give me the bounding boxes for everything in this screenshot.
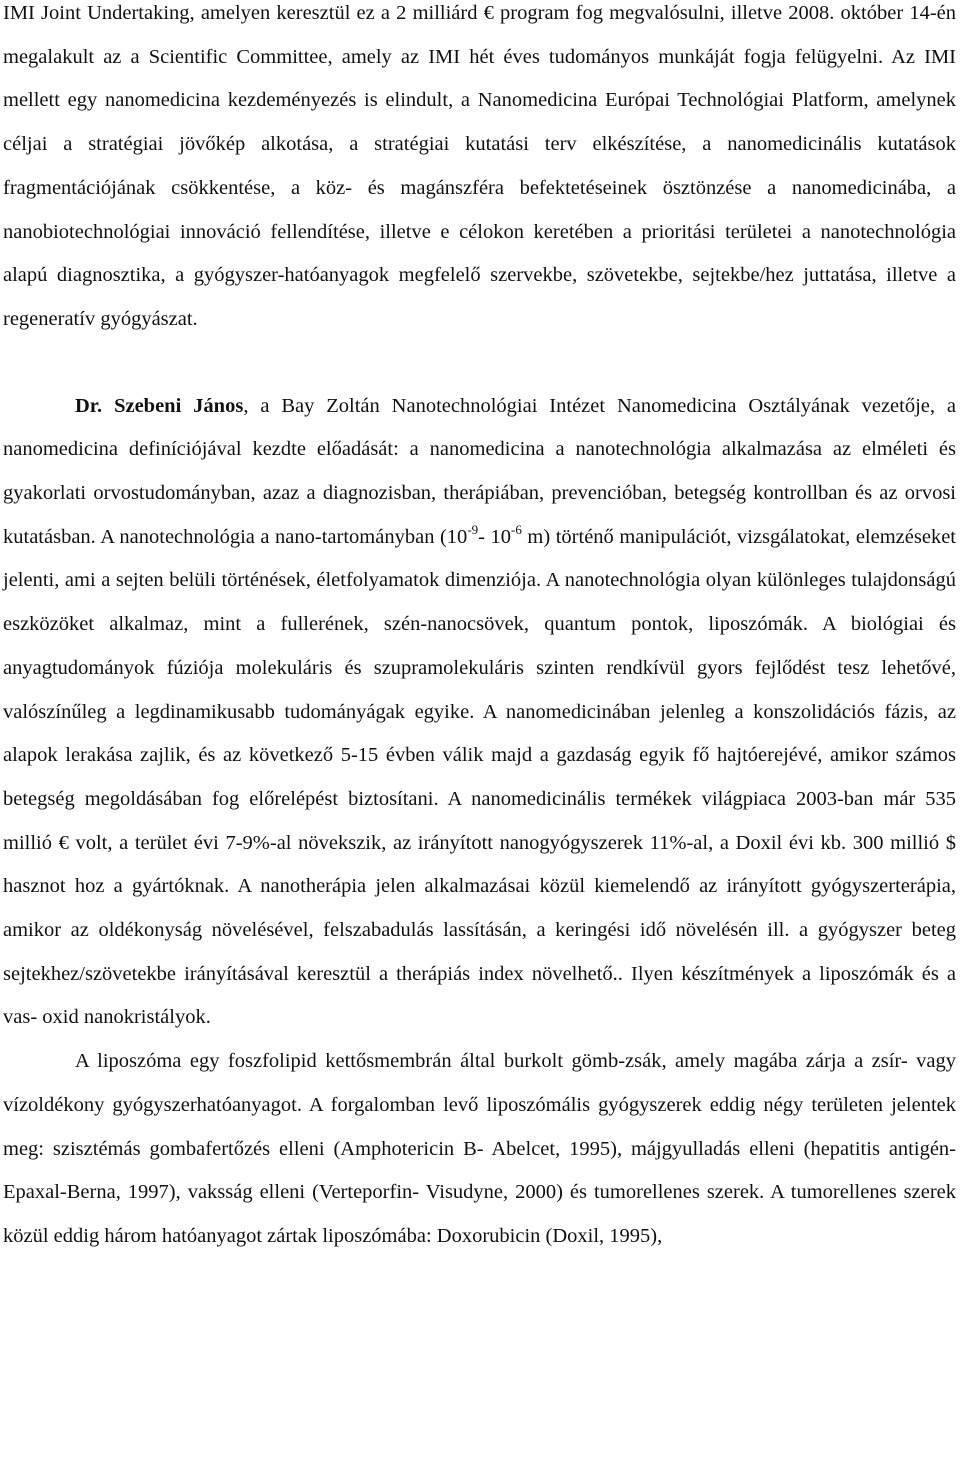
lecture-text-part-a: , a Bay Zoltán Nanotechnológiai Intézet Nanomedicina Osztályának vezetője, a nanomedicina definíciójával kezdte előadását: a nanomedicina a nanotechnológia alkalmazása az elméleti és gyakorlati orvostudományban, azaz a diagnozisban, therápiában, prevencióban, betegség kontrollban és az orvosi kutatásban. A nanotechnológia a nano-tartományban (10 — [3, 394, 957, 548]
paragraph-liposome: A liposzóma egy foszfolipid kettősmembrán által burkolt gömb-zsák, amely magába zárja a zsír- vagy vízoldékony gyógyszerhatóanyagot. A forgalomban levő liposzómális gyógyszerek eddig négy területen jelentek meg: szisztémás gombafertőzés elleni (Amphotericin B- Abelcet, 1995), májgyulladás elleni (hepatitis antigén- Epaxal-Berna, 1997), vaksság elleni (Verteporfin- Visudyne, 2000) és tumorellenes szerek. A tumorellenes szerek közül eddig három hatóanyagot zártak liposzómába: Doxorubicin (Doxil, 1995), — [3, 1050, 956, 1247]
speaker-last-name: János — [193, 394, 244, 417]
paragraph-imi-initiative: IMI Joint Undertaking, amelyen keresztül ez a 2 milliárd € program fog megvalósulni, illetve 2008. október 14-én megalakult az a Scientific Committee, amely az IMI hét éves tudományos munkáját fogja felügyelni. Az IMI mellett egy nanomedicina kezdeményezés is elindult, a Nanomedicina Európai Technológiai Platform, amelynek céljai a stratégiai jövőkép alkotása, a stratégiai kutatási terv elkészítése, a nanomedicinális kutatások fragmentációjának csökkentése, a köz- és magánszféra befektetéseinek ösztönzése a nanomedicinába, a nanobiotechnológiai innováció fellendítése, illetve e célokon keretében a prioritási területei a nanotechnológia alapú diagnosztika, a gyógyszer-hatóanyagok megfelelő szervekbe, szövetekbe, sejtekbe/hez juttatása, illetve a regeneratív gyógyászat. — [3, 2, 956, 330]
speaker-title: Dr. — [75, 394, 103, 417]
speaker-first-name: Szebeni — [114, 394, 182, 417]
exponent-nano-upper: -6 — [511, 521, 522, 537]
paragraph-szebeni-lecture — [3, 385, 956, 1041]
lecture-text-part-c: m) történő manipulációt, vizsgálatokat, elemzéseket jelenti, ami a sejten belüli történések, életfolyamatok dimenziója. A nanotechnológia olyan különleges tulajdonságú eszközöket alkalmaz, mint a fullerének, szén-nanocsövek, quantum pontok, liposzómák. A biológiai és anyagtudományok fúziója molekuláris és szupramolekuláris szinten rendkívül gyors fejlődést tesz lehetővé, valószínűleg a legdinamikusabb tudományágak egyike. A nanomedicinában jelenleg a konszolidációs fázis, az alapok lerakása zajlik, és az következő 5-15 évben válik majd a gazdaság egyik fő hajtóerejévé, amikor számos betegség megoldásában fog előrelépést biztosítani. A nanomedicinális termékek világpiaca 2003-ban már 535 millió € volt, a terület évi 7-9%-al növekszik, az irányított nanogyógyszerek 11%-al, a Doxil évi kb. 300 millió $ hasznot hoz a gyártóknak. A nanotherápia jelen alkalmazásai közül kiemelendő az irányított gyógyszerterápia, amikor az oldékonyság növelésével, felszabadulás lassításán, a keringési idő növelésén ill. a gyógyszer beteg sejtekhez/szövetekbe irányításával keresztül a therápiás index növelhető.. Ilyen készítmények a liposzómák és a vas- oxid nanokristályok. — [3, 525, 956, 1029]
lecture-text-part-b: - 10 — [478, 525, 512, 548]
exponent-nano-lower: -9 — [467, 521, 479, 537]
